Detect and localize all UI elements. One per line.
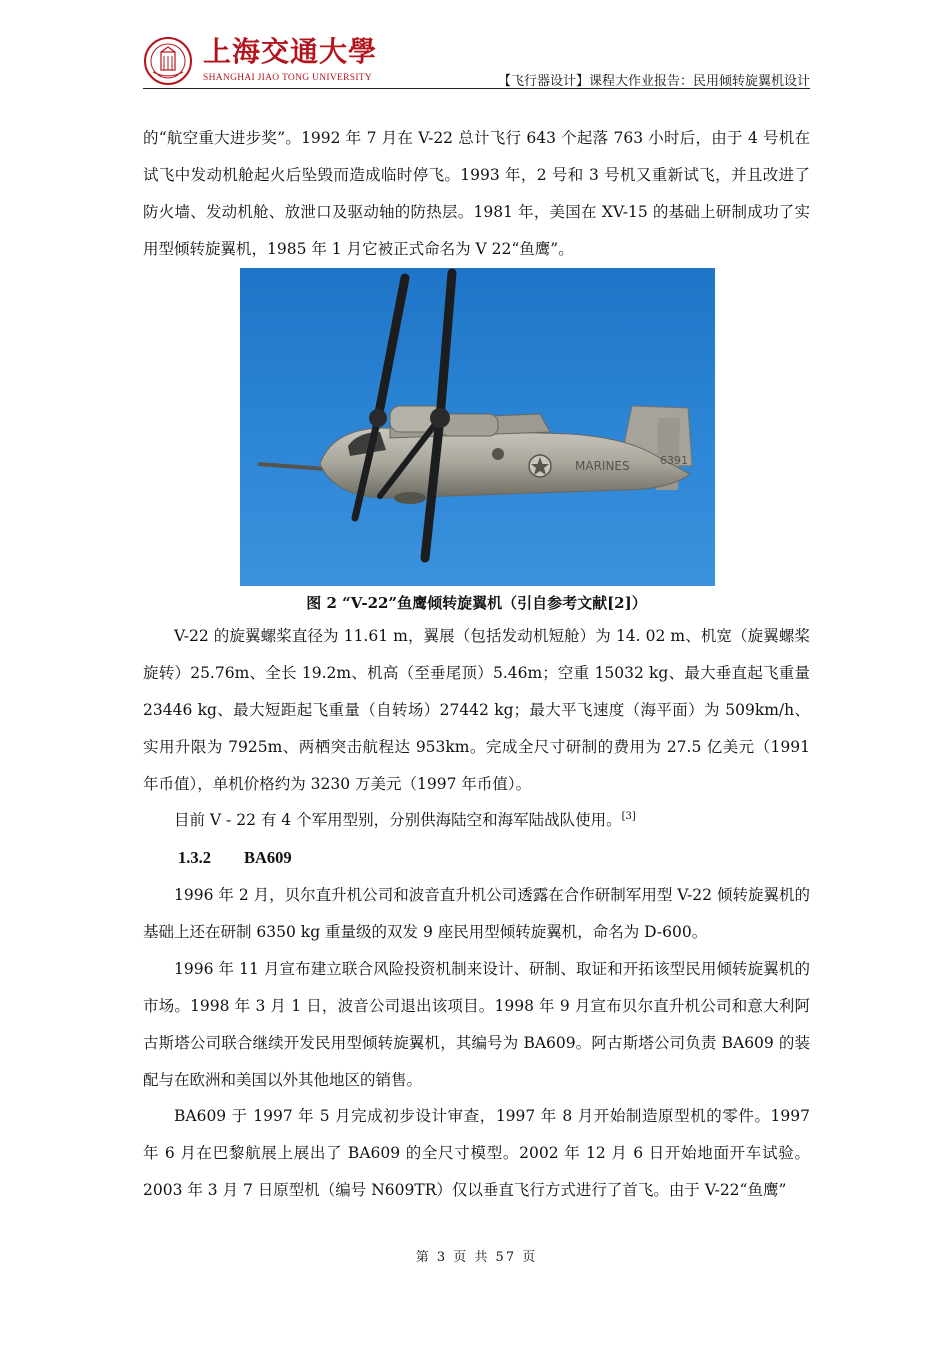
tail-number: 6391: [660, 454, 688, 467]
section-heading: [178, 848, 292, 868]
paragraph-3-text: 目前 V - 22 有 4 个军用型别，分别供海陆空和海军陆战队使用。: [174, 811, 622, 829]
header-divider: [143, 88, 810, 89]
paragraph-1: 的“航空重大进步奖”。1992 年 7 月在 V-22 总计飞行 643 个起落 763 小时后，由于 4 号机在试飞中发动机舱起火后坠毁而造成临时停飞。1993 年，2 号和 3 号机又重新试飞，并且改进了防火墙、发动机舱、放泄口及驱动轴的防热层。1981 年，美国在 XV-15 的基础上研制成功了实用型倾转旋翼机，1985 年 1 月它被正式命名为 V 22“鱼鹰”。: [143, 129, 810, 258]
university-name-en: SHANGHAI JIAO TONG UNIVERSITY: [203, 73, 373, 83]
paragraph-2: V-22 的旋翼螺桨直径为 11.61 m，翼展（包括发动机短舱）为 14. 02 m、机宽（旋翼螺桨旋转）25.76m、全长 19.2m、机高（至垂尾顶）5.46m；空重 15032 kg、最大垂直起飞重量 23446 kg、最大短距起飞重量（自转场）27442 kg；最大平飞速度（海平面）为 509km/h、实用升限为 7925m、两栖突击航程达 953km。完成全尺寸研制的费用为 27.5 亿美元（1991 年币值），单机价格约为 3230 万美元（1997 年币值）。: [143, 627, 810, 793]
figure-caption: 图 2 “V-22”鱼鹰倾转旋翼机（引自参考文献[2]）: [306, 594, 647, 612]
university-name-cn: 上海交通大學: [203, 35, 378, 68]
page-number: 第 3 页 共 57 页: [415, 1250, 538, 1265]
v22-osprey-photo: [240, 268, 715, 586]
paragraph-3: [143, 802, 810, 839]
page-header: [143, 30, 810, 90]
reference-marker[interactable]: [3]: [621, 810, 636, 822]
paragraph-5: 1996 年 11 月宣布建立联合风险投资机制来设计、研制、取证和开拓该型民用倾转旋翼机的市场。1998 年 3 月 1 日，波音公司退出该项目。1998 年 9 月宣布贝尔直升机公司和意大利阿古斯塔公司联合继续开发民用型倾转旋翼机，其编号为 BA609。阿古斯塔公司负责 BA609 的装配与在欧洲和美国以外其他地区的销售。: [143, 960, 810, 1089]
report-title: 【飞行器设计】课程大作业报告：民用倾转旋翼机设计: [497, 74, 810, 89]
marines-marking: MARINES: [575, 459, 630, 473]
section-title: BA609: [244, 848, 292, 867]
paragraph-6: BA609 于 1997 年 5 月完成初步设计审查，1997 年 8 月开始制造原型机的零件。1997 年 6 月在巴黎航展上展出了 BA609 的全尺寸模型。2002 年 12 月 6 日开始地面开车试验。2003 年 3 月 7 日原型机（编号 N609TR）仅以垂直飞行方式进行了首飞。由于 V-22“鱼鹰”: [143, 1107, 810, 1199]
section-number: 1.3.2: [178, 848, 211, 867]
paragraph-4: 1996 年 2 月，贝尔直升机公司和波音直升机公司透露在合作研制军用型 V-22 倾转旋翼机的基础上还在研制 6350 kg 重量级的双发 9 座民用型倾转旋翼机，命名为 D-600。: [143, 886, 810, 941]
university-seal-icon: [143, 36, 193, 86]
aircraft-illustration: [240, 268, 715, 586]
